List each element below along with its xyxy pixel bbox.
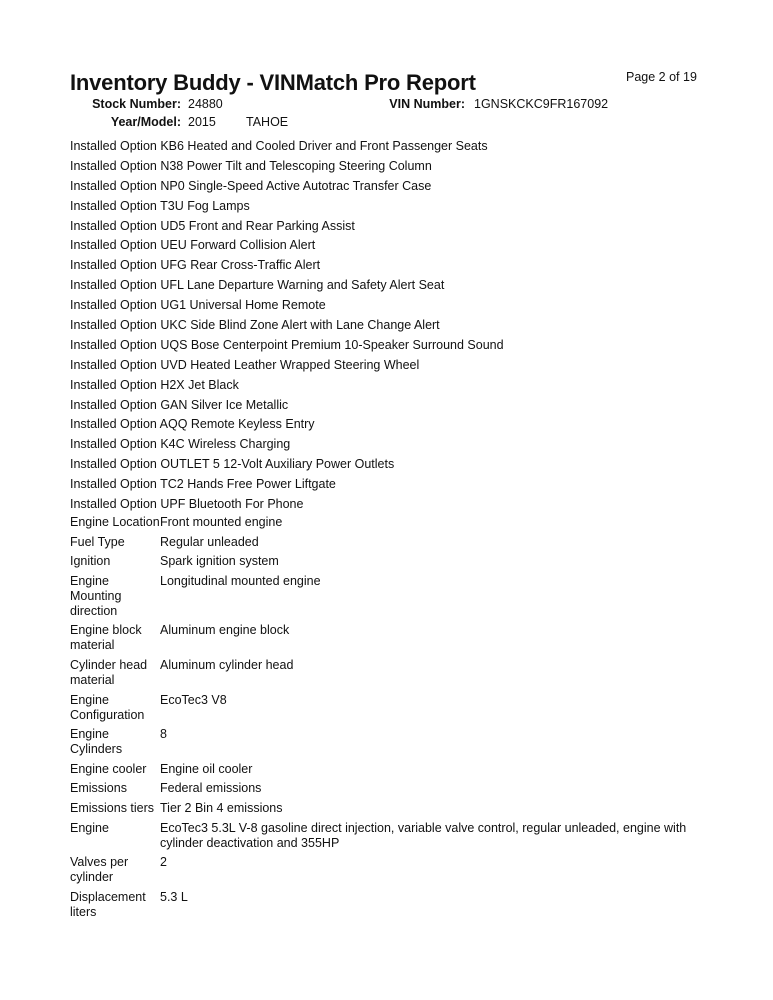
spec-value: Regular unleaded [160,534,259,549]
option-line: Installed Option OUTLET 5 12-Volt Auxiliary Power Outlets [70,457,395,472]
spec-value: 5.3 L [160,889,188,904]
spec-row [70,855,730,885]
spec-label: Engine Mounting direction [70,573,122,618]
spec-row [70,762,730,777]
spec-label: Fuel Type [70,534,125,549]
year-model-label: Year/Model: [110,115,181,129]
spec-label: Engine cooler [70,761,147,776]
spec-label: Emissions [70,781,127,796]
option-line: Installed Option KB6 Heated and Cooled Driver and Front Passenger Seats [70,139,488,153]
spec-row [70,821,730,851]
stock-number-label: Stock Number: [92,97,181,111]
spec-row [70,890,730,920]
spec-value: Spark ignition system [160,554,279,569]
option-line: Installed Option UD5 Front and Rear Parking Assist [70,218,355,233]
spec-label: Engine Configuration [70,692,145,722]
report-title: Inventory Buddy - VINMatch Pro Report [70,70,476,95]
spec-label: Engine block material [70,623,142,653]
option-line: Installed Option H2X Jet Black [70,377,239,392]
option-line: Installed Option UPF Bluetooth For Phone [70,497,304,512]
spec-value: Longitudinal mounted engine [160,573,321,588]
year-value: 2015 [188,115,216,129]
option-line: Installed Option GAN Silver Ice Metallic [70,397,289,412]
spec-label: Valves per cylinder [70,855,129,885]
spec-label: Engine Cylinders [70,727,123,757]
model-value: TAHOE [246,115,289,129]
spec-row [70,781,730,796]
spec-row [70,801,730,816]
spec-row [70,515,730,530]
spec-value: Aluminum cylinder head [160,657,294,672]
vin-number-value: 1GNSKCKC9FR167092 [474,97,609,111]
option-line: Installed Option NP0 Single-Speed Active Autotrac Transfer Case [70,178,432,193]
spec-row [70,574,730,619]
option-line: Installed Option UEU Forward Collision Alert [70,238,316,253]
spec-label: Cylinder head material [70,657,148,687]
option-line: Installed Option UKC Side Blind Zone Alert with Lane Change Alert [70,318,440,333]
option-line: Installed Option UFL Lane Departure Warning and Safety Alert Seat [70,278,445,293]
option-line: Installed Option UFG Rear Cross-Traffic Alert [70,258,321,273]
spec-row [70,623,730,653]
spec-value: 2 [160,855,167,870]
option-line: Installed Option T3U Fog Lamps [70,198,250,213]
spec-label: Engine Location [70,515,160,529]
option-line: Installed Option UQS Bose Centerpoint Premium 10-Speaker Surround Sound [70,337,504,352]
spec-label: Emissions tiers [70,800,155,815]
option-line: Installed Option UVD Heated Leather Wrapped Steering Wheel [70,357,420,372]
option-line: Installed Option UG1 Universal Home Remote [70,298,326,313]
engine-specs-table [70,515,730,924]
spec-value: Tier 2 Bin 4 emissions [160,800,283,815]
spec-row [70,727,730,757]
spec-label: Displacement liters [70,889,146,919]
spec-row [70,535,730,550]
spec-value: EcoTec3 V8 [160,692,227,707]
option-line: Installed Option AQQ Remote Keyless Entry [70,417,315,432]
spec-label: Engine [70,820,109,835]
spec-row [70,554,730,569]
spec-value: Front mounted engine [160,515,283,529]
stock-vin-row [0,97,773,113]
spec-value: Engine oil cooler [160,761,253,776]
vin-number-label: VIN Number: [389,97,465,111]
option-line: Installed Option TC2 Hands Free Power Liftgate [70,477,336,492]
installed-options-list [70,137,730,515]
spec-value: Federal emissions [160,781,262,796]
year-model-row [0,115,773,131]
spec-row [70,693,730,723]
spec-value: EcoTec3 5.3L V-8 gasoline direct injection, variable valve control, regular unleaded, engine with cylinder deactivation and 355HP [160,820,687,850]
spec-value: Aluminum engine block [160,623,290,638]
page-number: Page 2 of 19 [626,70,697,84]
option-line: Installed Option K4C Wireless Charging [70,437,291,452]
spec-row [70,658,730,688]
stock-number-value: 24880 [188,97,223,111]
spec-value: 8 [160,727,167,742]
option-line: Installed Option N38 Power Tilt and Telescoping Steering Column [70,158,432,173]
spec-label: Ignition [70,554,111,569]
